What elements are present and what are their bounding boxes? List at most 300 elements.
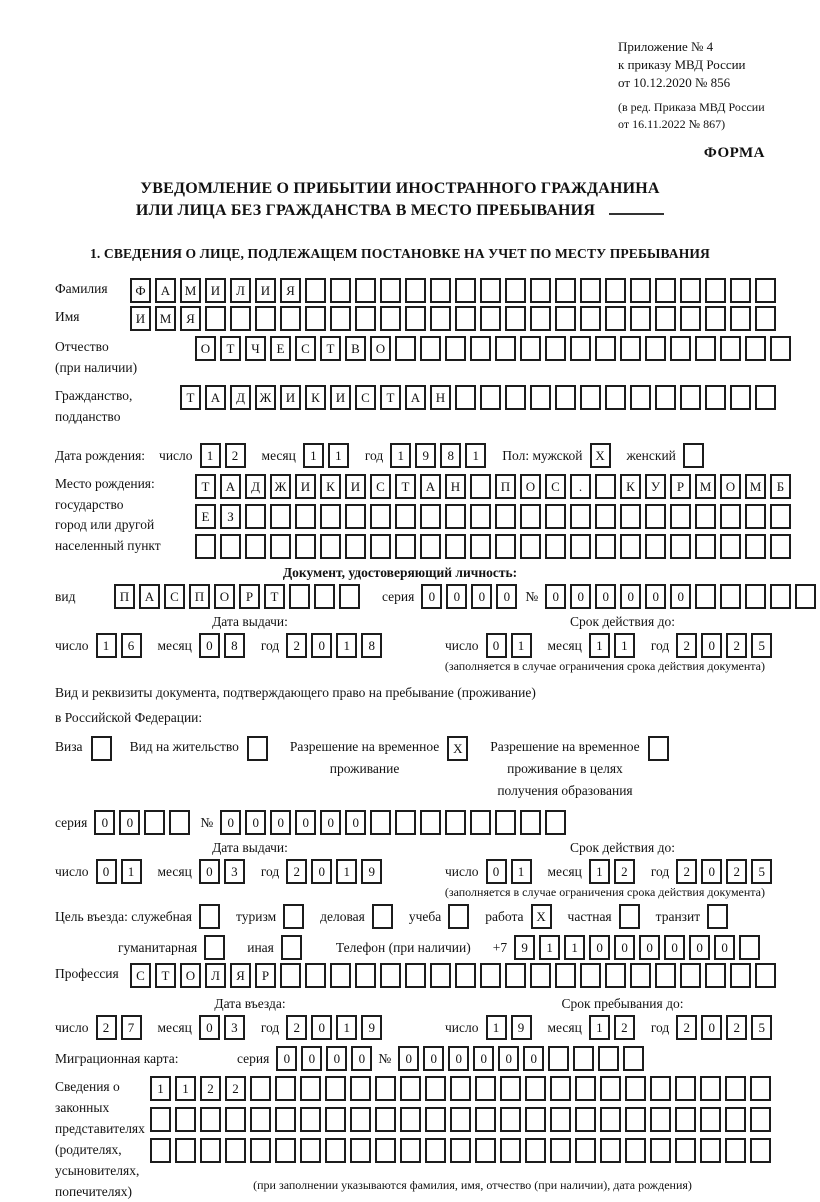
char-cell[interactable] <box>695 584 716 609</box>
char-cell[interactable]: 2 <box>726 1015 747 1040</box>
char-cell[interactable]: И <box>255 278 276 303</box>
char-cell[interactable] <box>320 534 341 559</box>
char-cell[interactable] <box>770 504 791 529</box>
char-cell[interactable]: И <box>205 278 226 303</box>
char-cell[interactable] <box>375 1107 396 1132</box>
char-cell[interactable]: И <box>345 474 366 499</box>
char-cell[interactable]: 1 <box>121 859 142 884</box>
char-cell[interactable] <box>605 385 626 410</box>
char-cell[interactable] <box>505 306 526 331</box>
char-cell[interactable] <box>330 963 351 988</box>
char-cell[interactable] <box>470 810 491 835</box>
char-cell[interactable] <box>355 306 376 331</box>
char-cell[interactable]: 1 <box>336 633 357 658</box>
char-cell[interactable] <box>655 306 676 331</box>
char-cell[interactable]: 1 <box>303 443 324 468</box>
char-cell[interactable]: 2 <box>286 633 307 658</box>
char-cell[interactable]: 0 <box>701 633 722 658</box>
char-cell[interactable] <box>725 1138 746 1163</box>
char-cell[interactable] <box>380 306 401 331</box>
char-cell[interactable]: 3 <box>224 1015 245 1040</box>
char-cell[interactable]: 1 <box>465 443 486 468</box>
char-cell[interactable]: Е <box>270 336 291 361</box>
char-cell[interactable] <box>650 1138 671 1163</box>
char-cell[interactable]: Р <box>239 584 260 609</box>
char-cell[interactable] <box>314 584 335 609</box>
char-cell[interactable] <box>305 278 326 303</box>
char-cell[interactable]: Б <box>770 474 791 499</box>
char-cell[interactable] <box>370 810 391 835</box>
char-cell[interactable]: 2 <box>726 859 747 884</box>
char-cell[interactable] <box>705 306 726 331</box>
char-cell[interactable] <box>295 504 316 529</box>
char-cell[interactable] <box>475 1138 496 1163</box>
char-cell[interactable] <box>505 385 526 410</box>
char-cell[interactable] <box>595 534 616 559</box>
char-cell[interactable]: А <box>220 474 241 499</box>
char-cell[interactable]: 7 <box>121 1015 142 1040</box>
char-cell[interactable]: 9 <box>415 443 436 468</box>
char-cell[interactable]: 0 <box>523 1046 544 1071</box>
char-cell[interactable]: 0 <box>96 859 117 884</box>
char-cell[interactable]: 0 <box>701 1015 722 1040</box>
char-cell[interactable]: О <box>720 474 741 499</box>
char-cell[interactable] <box>770 336 791 361</box>
char-cell[interactable]: 2 <box>96 1015 117 1040</box>
char-cell[interactable] <box>330 306 351 331</box>
char-cell[interactable] <box>595 336 616 361</box>
char-cell[interactable] <box>575 1107 596 1132</box>
char-cell[interactable]: 0 <box>423 1046 444 1071</box>
char-cell[interactable] <box>455 278 476 303</box>
char-cell[interactable]: Д <box>230 385 251 410</box>
char-cell[interactable] <box>675 1107 696 1132</box>
char-cell[interactable] <box>595 504 616 529</box>
char-cell[interactable] <box>745 336 766 361</box>
char-cell[interactable]: 1 <box>336 1015 357 1040</box>
char-cell[interactable]: 9 <box>361 859 382 884</box>
char-cell[interactable] <box>720 534 741 559</box>
char-cell[interactable] <box>150 1138 171 1163</box>
char-cell[interactable]: 9 <box>514 935 535 960</box>
char-cell[interactable]: Ф <box>130 278 151 303</box>
char-cell[interactable] <box>395 534 416 559</box>
char-cell[interactable] <box>420 336 441 361</box>
char-cell[interactable]: 5 <box>751 633 772 658</box>
char-cell[interactable]: 1 <box>328 443 349 468</box>
char-cell[interactable]: О <box>520 474 541 499</box>
char-cell[interactable]: 0 <box>301 1046 322 1071</box>
char-cell[interactable] <box>600 1076 621 1101</box>
char-cell[interactable]: Ж <box>255 385 276 410</box>
char-cell[interactable] <box>225 1138 246 1163</box>
char-cell[interactable] <box>620 336 641 361</box>
char-cell[interactable] <box>448 904 469 929</box>
char-cell[interactable] <box>255 306 276 331</box>
char-cell[interactable]: 0 <box>545 584 566 609</box>
char-cell[interactable] <box>430 278 451 303</box>
char-cell[interactable]: 1 <box>200 443 221 468</box>
char-cell[interactable] <box>555 278 576 303</box>
char-cell[interactable] <box>675 1076 696 1101</box>
char-cell[interactable] <box>200 1138 221 1163</box>
char-cell[interactable]: 1 <box>589 633 610 658</box>
char-cell[interactable]: 1 <box>511 633 532 658</box>
char-cell[interactable] <box>325 1138 346 1163</box>
char-cell[interactable] <box>705 278 726 303</box>
char-cell[interactable] <box>745 584 766 609</box>
char-cell[interactable]: 0 <box>94 810 115 835</box>
char-cell[interactable] <box>625 1107 646 1132</box>
char-cell[interactable]: 0 <box>311 859 332 884</box>
char-cell[interactable] <box>470 474 491 499</box>
char-cell[interactable]: 2 <box>614 1015 635 1040</box>
char-cell[interactable] <box>739 935 760 960</box>
char-cell[interactable]: С <box>130 963 151 988</box>
char-cell[interactable]: Т <box>195 474 216 499</box>
char-cell[interactable]: 0 <box>119 810 140 835</box>
char-cell[interactable] <box>281 935 302 960</box>
char-cell[interactable]: 9 <box>361 1015 382 1040</box>
char-cell[interactable]: . <box>570 474 591 499</box>
char-cell[interactable] <box>420 534 441 559</box>
char-cell[interactable] <box>680 963 701 988</box>
char-cell[interactable] <box>480 278 501 303</box>
char-cell[interactable] <box>525 1138 546 1163</box>
char-cell[interactable]: 3 <box>224 859 245 884</box>
char-cell[interactable]: О <box>180 963 201 988</box>
char-cell[interactable] <box>345 504 366 529</box>
char-cell[interactable] <box>230 306 251 331</box>
char-cell[interactable]: 0 <box>270 810 291 835</box>
char-cell[interactable] <box>645 504 666 529</box>
char-cell[interactable] <box>425 1138 446 1163</box>
char-cell[interactable] <box>655 963 676 988</box>
char-cell[interactable] <box>275 1138 296 1163</box>
char-cell[interactable]: К <box>320 474 341 499</box>
char-cell[interactable] <box>548 1046 569 1071</box>
char-cell[interactable] <box>730 385 751 410</box>
char-cell[interactable] <box>630 278 651 303</box>
char-cell[interactable]: А <box>155 278 176 303</box>
char-cell[interactable] <box>480 385 501 410</box>
char-cell[interactable] <box>645 534 666 559</box>
char-cell[interactable] <box>250 1076 271 1101</box>
char-cell[interactable] <box>675 1138 696 1163</box>
char-cell[interactable] <box>770 584 791 609</box>
char-cell[interactable]: С <box>295 336 316 361</box>
char-cell[interactable]: Т <box>220 336 241 361</box>
char-cell[interactable] <box>630 306 651 331</box>
char-cell[interactable]: 1 <box>511 859 532 884</box>
char-cell[interactable] <box>700 1138 721 1163</box>
char-cell[interactable] <box>720 336 741 361</box>
char-cell[interactable]: 2 <box>225 1076 246 1101</box>
char-cell[interactable] <box>470 336 491 361</box>
char-cell[interactable]: Н <box>430 385 451 410</box>
char-cell[interactable]: 0 <box>311 1015 332 1040</box>
char-cell[interactable]: 0 <box>421 584 442 609</box>
char-cell[interactable]: 8 <box>440 443 461 468</box>
char-cell[interactable] <box>275 1107 296 1132</box>
char-cell[interactable] <box>339 584 360 609</box>
char-cell[interactable] <box>570 504 591 529</box>
char-cell[interactable]: 0 <box>714 935 735 960</box>
char-cell[interactable] <box>325 1076 346 1101</box>
char-cell[interactable]: 0 <box>245 810 266 835</box>
char-cell[interactable] <box>305 963 326 988</box>
char-cell[interactable] <box>730 306 751 331</box>
char-cell[interactable]: 2 <box>676 1015 697 1040</box>
char-cell[interactable]: Л <box>205 963 226 988</box>
char-cell[interactable] <box>755 963 776 988</box>
char-cell[interactable] <box>630 963 651 988</box>
char-cell[interactable]: О <box>214 584 235 609</box>
char-cell[interactable]: X <box>447 736 468 761</box>
char-cell[interactable] <box>545 504 566 529</box>
char-cell[interactable] <box>455 963 476 988</box>
char-cell[interactable] <box>370 534 391 559</box>
char-cell[interactable]: Л <box>230 278 251 303</box>
char-cell[interactable] <box>505 278 526 303</box>
char-cell[interactable] <box>144 810 165 835</box>
char-cell[interactable]: 1 <box>175 1076 196 1101</box>
char-cell[interactable]: 2 <box>286 859 307 884</box>
char-cell[interactable] <box>355 963 376 988</box>
char-cell[interactable]: А <box>205 385 226 410</box>
char-cell[interactable]: О <box>195 336 216 361</box>
char-cell[interactable] <box>750 1107 771 1132</box>
char-cell[interactable]: 0 <box>570 584 591 609</box>
char-cell[interactable] <box>620 504 641 529</box>
char-cell[interactable] <box>555 385 576 410</box>
char-cell[interactable] <box>445 504 466 529</box>
char-cell[interactable]: И <box>295 474 316 499</box>
char-cell[interactable]: X <box>531 904 552 929</box>
char-cell[interactable] <box>205 306 226 331</box>
char-cell[interactable] <box>300 1107 321 1132</box>
char-cell[interactable] <box>725 1076 746 1101</box>
char-cell[interactable] <box>605 306 626 331</box>
char-cell[interactable] <box>695 336 716 361</box>
char-cell[interactable] <box>495 810 516 835</box>
char-cell[interactable]: Н <box>445 474 466 499</box>
char-cell[interactable] <box>400 1107 421 1132</box>
char-cell[interactable]: Т <box>180 385 201 410</box>
char-cell[interactable] <box>705 963 726 988</box>
char-cell[interactable]: В <box>345 336 366 361</box>
char-cell[interactable]: П <box>495 474 516 499</box>
char-cell[interactable]: 0 <box>595 584 616 609</box>
char-cell[interactable]: П <box>189 584 210 609</box>
char-cell[interactable] <box>620 534 641 559</box>
char-cell[interactable] <box>648 736 669 761</box>
char-cell[interactable]: И <box>330 385 351 410</box>
char-cell[interactable] <box>695 534 716 559</box>
char-cell[interactable]: 1 <box>96 633 117 658</box>
char-cell[interactable] <box>745 504 766 529</box>
char-cell[interactable]: Т <box>264 584 285 609</box>
char-cell[interactable] <box>555 963 576 988</box>
char-cell[interactable] <box>430 306 451 331</box>
char-cell[interactable] <box>550 1107 571 1132</box>
char-cell[interactable]: О <box>370 336 391 361</box>
char-cell[interactable]: К <box>305 385 326 410</box>
char-cell[interactable] <box>375 1138 396 1163</box>
char-cell[interactable] <box>755 385 776 410</box>
char-cell[interactable] <box>330 278 351 303</box>
char-cell[interactable]: 8 <box>224 633 245 658</box>
char-cell[interactable]: 0 <box>486 633 507 658</box>
char-cell[interactable] <box>400 1076 421 1101</box>
char-cell[interactable] <box>650 1076 671 1101</box>
char-cell[interactable] <box>545 810 566 835</box>
char-cell[interactable] <box>598 1046 619 1071</box>
char-cell[interactable] <box>720 504 741 529</box>
char-cell[interactable] <box>520 810 541 835</box>
char-cell[interactable] <box>595 474 616 499</box>
char-cell[interactable]: 0 <box>398 1046 419 1071</box>
char-cell[interactable] <box>730 963 751 988</box>
char-cell[interactable]: 5 <box>751 1015 772 1040</box>
char-cell[interactable] <box>380 963 401 988</box>
char-cell[interactable]: А <box>420 474 441 499</box>
char-cell[interactable] <box>500 1076 521 1101</box>
char-cell[interactable] <box>520 504 541 529</box>
char-cell[interactable] <box>720 584 741 609</box>
char-cell[interactable]: Т <box>380 385 401 410</box>
char-cell[interactable] <box>345 534 366 559</box>
char-cell[interactable] <box>525 1076 546 1101</box>
char-cell[interactable] <box>395 504 416 529</box>
char-cell[interactable] <box>680 385 701 410</box>
char-cell[interactable] <box>247 736 268 761</box>
char-cell[interactable] <box>580 278 601 303</box>
char-cell[interactable]: Ж <box>270 474 291 499</box>
char-cell[interactable]: 2 <box>286 1015 307 1040</box>
char-cell[interactable]: Я <box>230 963 251 988</box>
char-cell[interactable] <box>745 534 766 559</box>
char-cell[interactable] <box>405 963 426 988</box>
char-cell[interactable] <box>670 504 691 529</box>
char-cell[interactable] <box>630 385 651 410</box>
char-cell[interactable] <box>425 1076 446 1101</box>
char-cell[interactable]: 0 <box>326 1046 347 1071</box>
char-cell[interactable]: 2 <box>200 1076 221 1101</box>
char-cell[interactable] <box>470 504 491 529</box>
char-cell[interactable] <box>395 336 416 361</box>
char-cell[interactable]: 0 <box>620 584 641 609</box>
char-cell[interactable]: 6 <box>121 633 142 658</box>
char-cell[interactable] <box>550 1076 571 1101</box>
char-cell[interactable] <box>683 443 704 468</box>
char-cell[interactable]: 1 <box>336 859 357 884</box>
char-cell[interactable]: 0 <box>446 584 467 609</box>
char-cell[interactable] <box>705 385 726 410</box>
char-cell[interactable] <box>320 504 341 529</box>
char-cell[interactable]: П <box>114 584 135 609</box>
char-cell[interactable]: Е <box>195 504 216 529</box>
char-cell[interactable] <box>645 336 666 361</box>
char-cell[interactable]: 2 <box>225 443 246 468</box>
char-cell[interactable] <box>495 534 516 559</box>
char-cell[interactable] <box>420 504 441 529</box>
char-cell[interactable] <box>605 963 626 988</box>
char-cell[interactable]: 2 <box>614 859 635 884</box>
char-cell[interactable] <box>445 810 466 835</box>
char-cell[interactable] <box>580 306 601 331</box>
char-cell[interactable] <box>445 534 466 559</box>
char-cell[interactable]: С <box>545 474 566 499</box>
char-cell[interactable] <box>505 963 526 988</box>
char-cell[interactable] <box>395 810 416 835</box>
char-cell[interactable]: 8 <box>361 633 382 658</box>
char-cell[interactable] <box>430 963 451 988</box>
char-cell[interactable] <box>570 336 591 361</box>
char-cell[interactable]: 0 <box>199 859 220 884</box>
char-cell[interactable]: Я <box>180 306 201 331</box>
char-cell[interactable] <box>619 904 640 929</box>
char-cell[interactable]: 1 <box>614 633 635 658</box>
char-cell[interactable] <box>270 534 291 559</box>
char-cell[interactable]: 2 <box>676 859 697 884</box>
char-cell[interactable]: Т <box>395 474 416 499</box>
char-cell[interactable] <box>450 1107 471 1132</box>
char-cell[interactable]: Р <box>255 963 276 988</box>
char-cell[interactable]: 1 <box>564 935 585 960</box>
char-cell[interactable]: Т <box>155 963 176 988</box>
char-cell[interactable]: 0 <box>471 584 492 609</box>
char-cell[interactable]: С <box>355 385 376 410</box>
char-cell[interactable] <box>289 584 310 609</box>
char-cell[interactable] <box>250 1138 271 1163</box>
char-cell[interactable] <box>175 1107 196 1132</box>
char-cell[interactable] <box>375 1076 396 1101</box>
char-cell[interactable]: 0 <box>320 810 341 835</box>
char-cell[interactable] <box>525 1107 546 1132</box>
char-cell[interactable] <box>370 504 391 529</box>
char-cell[interactable] <box>670 336 691 361</box>
char-cell[interactable] <box>455 306 476 331</box>
char-cell[interactable]: 1 <box>589 859 610 884</box>
char-cell[interactable]: 0 <box>345 810 366 835</box>
char-cell[interactable] <box>350 1076 371 1101</box>
char-cell[interactable] <box>795 584 816 609</box>
char-cell[interactable]: 0 <box>199 1015 220 1040</box>
char-cell[interactable]: М <box>180 278 201 303</box>
char-cell[interactable]: Ч <box>245 336 266 361</box>
char-cell[interactable]: И <box>280 385 301 410</box>
char-cell[interactable] <box>280 963 301 988</box>
char-cell[interactable] <box>480 963 501 988</box>
char-cell[interactable] <box>625 1138 646 1163</box>
char-cell[interactable] <box>770 534 791 559</box>
char-cell[interactable] <box>455 385 476 410</box>
char-cell[interactable]: 1 <box>589 1015 610 1040</box>
char-cell[interactable]: 0 <box>276 1046 297 1071</box>
char-cell[interactable]: 0 <box>589 935 610 960</box>
char-cell[interactable]: С <box>370 474 391 499</box>
char-cell[interactable] <box>475 1076 496 1101</box>
char-cell[interactable] <box>600 1138 621 1163</box>
char-cell[interactable]: М <box>695 474 716 499</box>
char-cell[interactable]: 0 <box>664 935 685 960</box>
char-cell[interactable] <box>405 278 426 303</box>
char-cell[interactable]: 0 <box>498 1046 519 1071</box>
char-cell[interactable] <box>300 1076 321 1101</box>
char-cell[interactable]: К <box>620 474 641 499</box>
char-cell[interactable]: У <box>645 474 666 499</box>
